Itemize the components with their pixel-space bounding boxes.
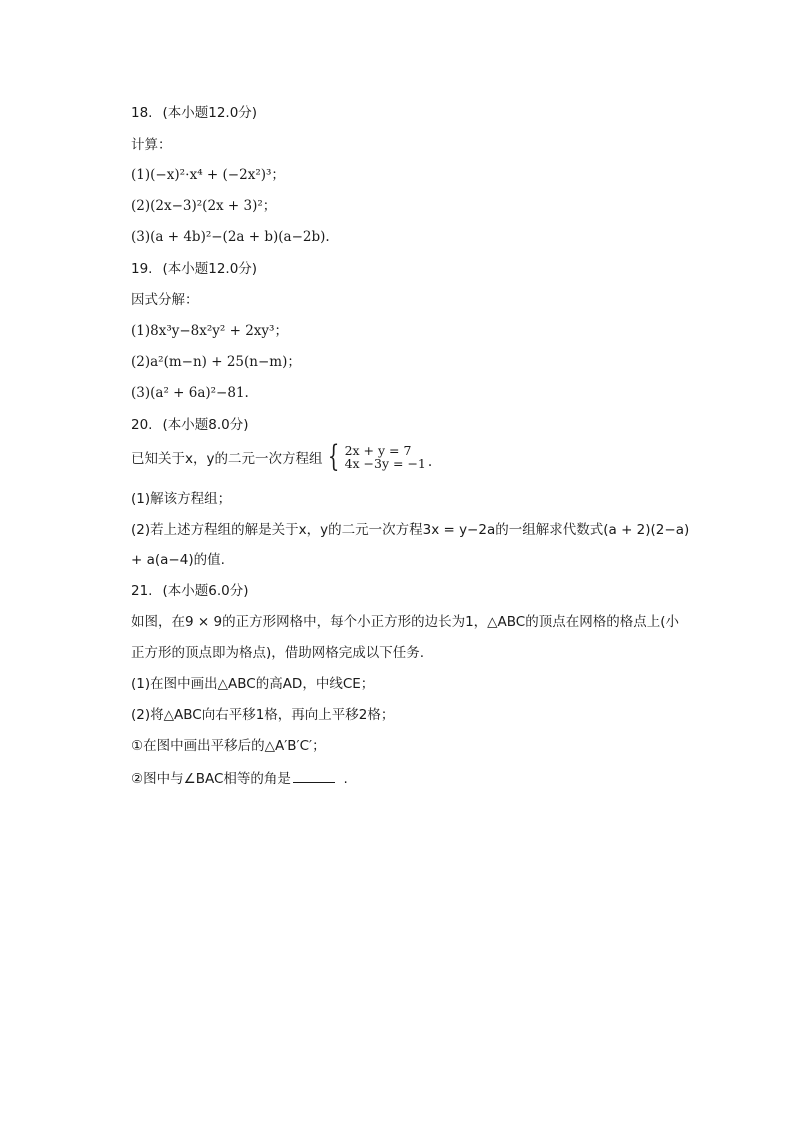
q19-item-1: (1)8x³y−8x²y² + 2xy³； (131, 323, 288, 339)
q21-header (131, 582, 249, 600)
q20-header (131, 416, 249, 434)
q20-system-end: . (427, 454, 433, 470)
q18-item-3: (3)(a + 4b)²−(2a + b)(a−2b). (131, 229, 330, 245)
q19-item-3: (3)(a² + 6a)²−81. (131, 385, 249, 401)
q20-equation-2: 4x −3y = −1 (344, 456, 426, 471)
q18-number: 18. (131, 105, 153, 121)
q18-item-1: (1)(−x)²⋅x⁴ + (−2x²)³； (131, 167, 285, 183)
q18-prompt: 计算： (131, 137, 172, 153)
q21-score: (本小题6.0分) (162, 583, 249, 599)
q18-item-2: (2)(2x−3)²(2x + 3)²； (131, 198, 277, 214)
q18-header (131, 104, 257, 122)
q20-system-intro: 已知关于x，y的二元一次方程组 (131, 451, 323, 467)
q20-score: (本小题8.0分) (162, 417, 249, 433)
q20-item-1: (1)解该方程组； (131, 491, 232, 507)
q21-item-1: (1)在图中画出△ABC的高AD，中线CE； (131, 676, 375, 692)
q21-stem-line-2: 正方形的顶点即为格点)，借助网格完成以下任务. (131, 645, 425, 661)
q21-stem-line-1: 如图，在9 × 9的正方形网格中，每个小正方形的边长为1，△ABC的顶点在网格的格点上(小 (131, 614, 679, 630)
q21-sub-2-text: ②图中与∠BAC相等的角是 (131, 771, 291, 787)
q20-item-2-line-2: + a(a−4)的值. (131, 552, 225, 568)
left-brace-icon: { (328, 439, 340, 474)
q21-sub-1: ①在图中画出平移后的△A′B′C′； (131, 738, 326, 754)
q20-equations (345, 444, 426, 470)
q19-number: 19. (131, 261, 153, 277)
q19-item-2: (2)a²(m−n) + 25(n−m)； (131, 354, 301, 370)
q21-number: 21. (131, 583, 153, 599)
answer-blank[interactable] (293, 768, 335, 783)
q21-sub-2-end: . (343, 771, 348, 787)
q20-item-2-line-1: (2)若上述方程组的解是关于x，y的二元一次方程3x = y−2a的一组解求代数式(a + 2)(2−a) (131, 522, 690, 538)
q21-item-2: (2)将△ABC向右平移1格，再向上平移2格； (131, 707, 395, 723)
q19-score: (本小题12.0分) (162, 261, 258, 277)
q18-score: (本小题12.0分) (162, 105, 258, 121)
q19-header (131, 260, 257, 278)
q20-equation-system (131, 440, 432, 474)
q20-equation-1: 2x + y = 7 (344, 443, 412, 458)
q19-prompt: 因式分解： (131, 292, 199, 308)
q20-number: 20. (131, 417, 153, 433)
q21-sub-2 (131, 768, 348, 788)
